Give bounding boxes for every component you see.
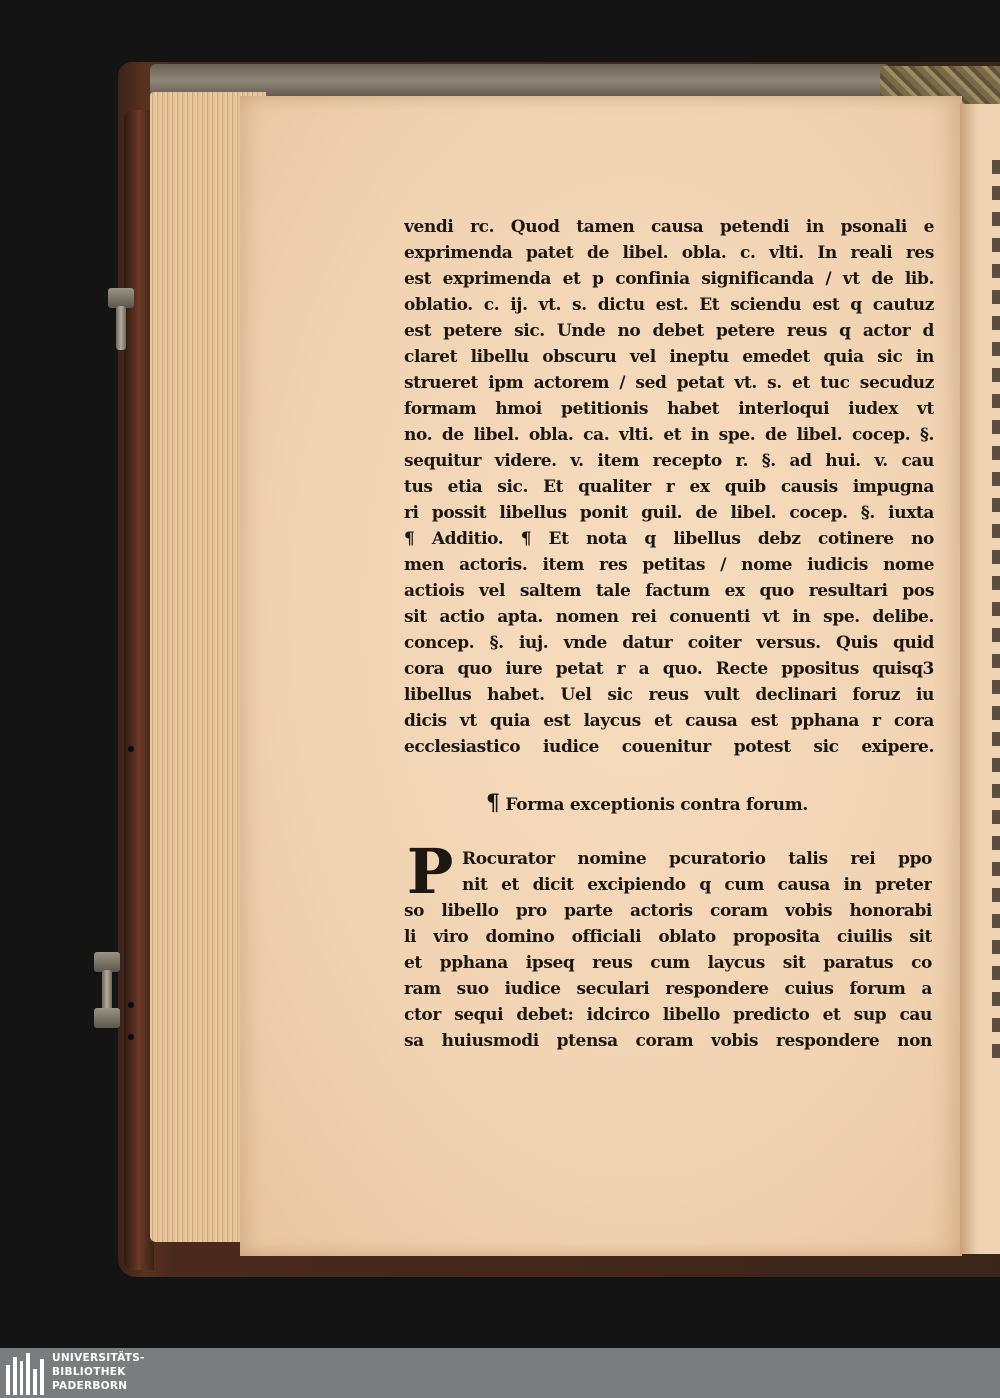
clasp-upper (108, 288, 134, 308)
nail-hole (128, 1002, 134, 1008)
text-line: formam hmoi petitionis habet interloqui iudex vt (404, 399, 934, 419)
clasp-upper-pin (116, 306, 126, 350)
text-line: ¶ Additio. ¶ Et nota q libellus debz cotinere no (404, 529, 934, 549)
text-line: sa huiusmodi ptensa coram vobis respondere non (404, 1031, 932, 1051)
text-line: ram suo iudice seculari respondere cuius forum a (404, 979, 932, 999)
text-line: dicis vt quia est laycus et causa est pphana r cora (404, 711, 934, 731)
text-line: so libello pro parte actoris coram vobis honorabi (404, 901, 932, 921)
text-line: oblatio. c. ij. vt. s. dictu est. Et sciendu est q cautuz (404, 295, 934, 315)
text-line: est petere sic. Unde no debet petere reus q actor d (404, 321, 934, 341)
paragraph-mark: ¶ (486, 790, 500, 816)
text-line: ecclesiastico iudice couenitur potest sic exipere. (404, 737, 934, 757)
library-name-line-1: UNIVERSITÄTS- (52, 1352, 145, 1364)
clasp-lower-plate (94, 1008, 120, 1028)
text-line: ri possit libellus ponit guil. de libel. cocep. §. iuxta (404, 503, 934, 523)
text-line: exprimenda patet de libel. obla. c. vlti. In reali res (404, 243, 934, 263)
library-name (52, 1351, 145, 1393)
text-line: strueret ipm actorem / sed petat vt. s. et tuc secuduz (404, 373, 934, 393)
text-line: ctor sequi debet: idcirco libello predicto et sup cau (404, 1005, 932, 1025)
text-line: vendi rc. Quod tamen causa petendi in psonali e (404, 217, 934, 237)
text-line: men actoris. item res petitas / nome iudicis nome (404, 555, 934, 575)
text-line: sequitur videre. v. item recepto r. §. ad hui. v. cau (404, 451, 934, 471)
library-logo-icon (6, 1351, 44, 1395)
text-line: no. de libel. obla. ca. vlti. et in spe. de libel. cocep. §. (404, 425, 934, 445)
library-name-line-2: BIBLIOTHEK (52, 1366, 126, 1378)
text-line: est exprimenda et p confinia significanda / vt de lib. (404, 269, 934, 289)
text-line: actiois vel saltem tale factum ex quo resultari pos (404, 581, 934, 601)
decorated-initial: P (406, 835, 454, 908)
text-line: li viro domino officiali oblato proposita ciuilis sit (404, 927, 932, 947)
text-line: cora quo iure petat r a quo. Recte ppositus quisq3 (404, 659, 934, 679)
text-line: sit actio apta. nomen rei conuenti vt in spe. delibe. (404, 607, 934, 627)
text-line: Rocurator nomine pcuratorio talis rei ppo (462, 849, 932, 869)
nail-hole (128, 746, 134, 752)
text-paragraph-1 (404, 214, 934, 760)
text-paragraph-2 (404, 846, 932, 1054)
facing-page-text-fragments (992, 160, 1000, 1060)
text-line: tus etia sic. Et qualiter r ex quib causis impugna (404, 477, 934, 497)
nail-hole (128, 1034, 134, 1040)
section-heading-text: Forma exceptionis contra forum. (505, 795, 809, 815)
footer-bar (0, 1348, 1000, 1398)
text-line: libellus habet. Uel sic reus vult declinari foruz iu (404, 685, 934, 705)
text-line: claret libellu obscuru vel ineptu emedet quia sic in (404, 347, 934, 367)
library-name-line-3: PADERBORN (52, 1380, 128, 1392)
text-line: concep. §. iuj. vnde datur coiter versus. Quis quid (404, 633, 934, 653)
section-heading (486, 790, 808, 816)
clasp-lower (94, 952, 120, 972)
text-line: nit et dicit excipiendo q cum causa in preter (462, 875, 932, 895)
text-line: et pphana ipseq reus cum laycus sit paratus co (404, 953, 932, 973)
